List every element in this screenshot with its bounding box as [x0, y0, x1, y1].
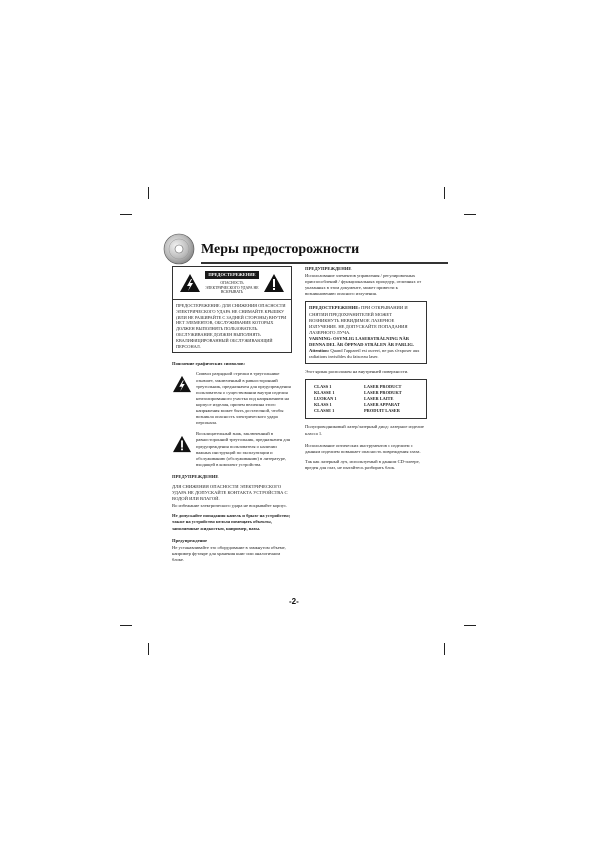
left-column	[172, 266, 292, 567]
warning-label: ПРЕДОСТЕРЕЖЕНИЕ	[205, 271, 259, 279]
crop-mark	[444, 643, 445, 655]
symbol-text: Восклицательный знак, заключенный в равносторонний треугольник, предназначен для предупреждения пользователя о наличии важных инструкций по эксплуатации и обслуживанию (обслуживанию) в литературе, входящей в комплект устройства.	[196, 431, 291, 467]
class-row: CLASSE 1 PRODUIT LASER	[314, 408, 400, 414]
laser-warning-text: ПРИ ОТКРЫВАНИИ И СНЯТИИ ПРЕДОХРАНИТЕЛЕЙ МОЖЕТ ВОЗНИКНУТЬ НЕВИДИМОЕ ЛАЗЕРНОЕ ИЗЛУЧЕНИЕ. НЕ ДОПУСКАЙТЕ ПОПАДАНИЯ ЛАЗЕРНОГО ЛУЧА.	[309, 305, 408, 335]
title-bar	[201, 244, 448, 264]
warning-box-text: ПРЕДОСТЕРЕЖЕНИЕ: ДЛЯ СНИЖЕНИЯ ОПАСНОСТИ ЭЛЕКТРИЧЕСКОГО УДАРА НЕ СНИМАЙТЕ КРЫШКУ (ИЛИ НЕ РАЗБИРАЙТЕ С ЗАДНЕЙ СТОРОНЫ) ВНУТРИ НЕТ ЭЛЕМЕНТОВ, ОБСЛУЖИВАНИЕ КОТОРЫХ ДОЛЖЕН ВЫПОЛНЯТЬ ПОЛЬЗОВАТЕЛЬ. ОБСЛУЖИВАНИЕ ДОЛЖЕН ВЫПОЛНЯТЬ КВАЛИФИЦИРОВАННЫЙ ОБСЛУЖИВАЮЩИЙ ПЕРСОНАЛ.	[172, 300, 292, 353]
crop-mark	[120, 214, 132, 215]
caution-label-box	[172, 266, 292, 300]
lightning-warning-icon	[172, 375, 192, 393]
disassembly-warning-text: Так как лазерный луч, используемый в данном CD-плеере, вреден для глаз, не пытайтесь разбирать блок.	[305, 458, 420, 470]
crop-mark	[148, 643, 149, 655]
exclamation-warning-icon	[263, 273, 285, 293]
page-title: Меры предосторожности	[201, 242, 360, 257]
attention-text: Quand l'appareil est ouvert, ne pas s'exposer aux radiations invisibles du faisceau laser.	[309, 348, 420, 360]
liquid-warning: Не допускайте попадания капель и брызг на устройство; также на устройство нельзя помещать объекты, заполненные жидкостью, например, вазы.	[172, 513, 291, 531]
optical-warning-text: Использование оптических инструментов с изделием с данным изделием повышает опасность повреждения глаза.	[305, 442, 421, 454]
class-row: KLASS 1 LASER APPARAT	[314, 402, 400, 408]
symbol-text: Символ разрядной стрелки в треугольнике означает, заключенный в равносторонний треугольник, предназначен для предупреждения пользователя о существовании внутри изделия неизолированного участка под напряжением на корпусе изделия, причем величина этого напряжения может быть достаточной, чтобы возникла опасность электрического удара персонала.	[196, 371, 291, 426]
crop-mark	[148, 187, 149, 199]
right-heading: ПРЕДУПРЕЖДЕНИЕ	[305, 266, 352, 271]
warning-heading: ПРЕДУПРЕЖДЕНИЕ	[172, 473, 219, 479]
attention-label: Attention:	[309, 348, 330, 354]
warning-text: Во избежание электрического удара не вскрывайте корпус.	[172, 503, 288, 509]
caution-heading: Предупреждение	[172, 537, 207, 543]
symbol-explanation	[172, 431, 292, 468]
lightning-warning-icon	[179, 273, 201, 293]
warning-sublabel: ОПАСНОСТЬ ЭЛЕКТРИЧЕСКОГО УДАРА НЕ ВСКРЫВАТЬ	[205, 281, 259, 295]
laser-class-label	[305, 379, 427, 419]
crop-mark	[120, 625, 132, 626]
varning-text: VARNING: OSYNLIG LASERSTRÅLNING NÄR DENNA DEL ÄR ÖPPNAD STRÅLEN ÄR FARLIG.	[309, 335, 414, 348]
page-number: -2-	[289, 597, 299, 606]
laser-warning-label: ПРЕДОСТЕРЕЖЕНИЕ:	[309, 305, 360, 311]
section-header	[163, 233, 448, 265]
crop-mark	[464, 214, 476, 215]
crop-mark	[444, 187, 445, 199]
label-location: Этот ярлык расположен на внутренней поверхности.	[305, 369, 409, 375]
disc-icon	[163, 233, 195, 265]
laser-warning-box	[305, 301, 427, 364]
crop-mark	[464, 625, 476, 626]
exclamation-warning-icon	[172, 435, 192, 453]
warning-text: ДЛЯ СНИЖЕНИЯ ОПАСНОСТИ ЭЛЕКТРИЧЕСКОГО УДАРА НЕ ДОПУСКАЙТЕ КОНТАКТА УСТРОЙСТВА С ВОДОЙ ИЛИ ВЛАГОЙ.	[172, 483, 288, 502]
laser-diode-text: Полупроводниковый лазер/лазерный диод: лазерное изделие класса 1.	[305, 424, 424, 436]
right-column	[305, 266, 427, 475]
right-intro: Использование элементов управления / регулировочных приспособлений / функциональных процедур, отличных от указанных в этом документе, может привести к возникновению опасного излучения.	[305, 273, 422, 297]
class-row: KLASSE 1 LASER PRODUKT	[314, 390, 402, 396]
class-row: LUOKAN 1 LASER LAITE	[314, 396, 394, 402]
caution-text: Не устанавливайте это оборудование в замкнутом объеме, например футляре для хранения книг или аналогичном блоке.	[172, 544, 286, 562]
class-row: CLASS 1 LASER PRODUCT	[314, 384, 402, 390]
symbol-explanation	[172, 371, 292, 426]
symbols-heading: Пояснение графических символов:	[172, 361, 245, 367]
